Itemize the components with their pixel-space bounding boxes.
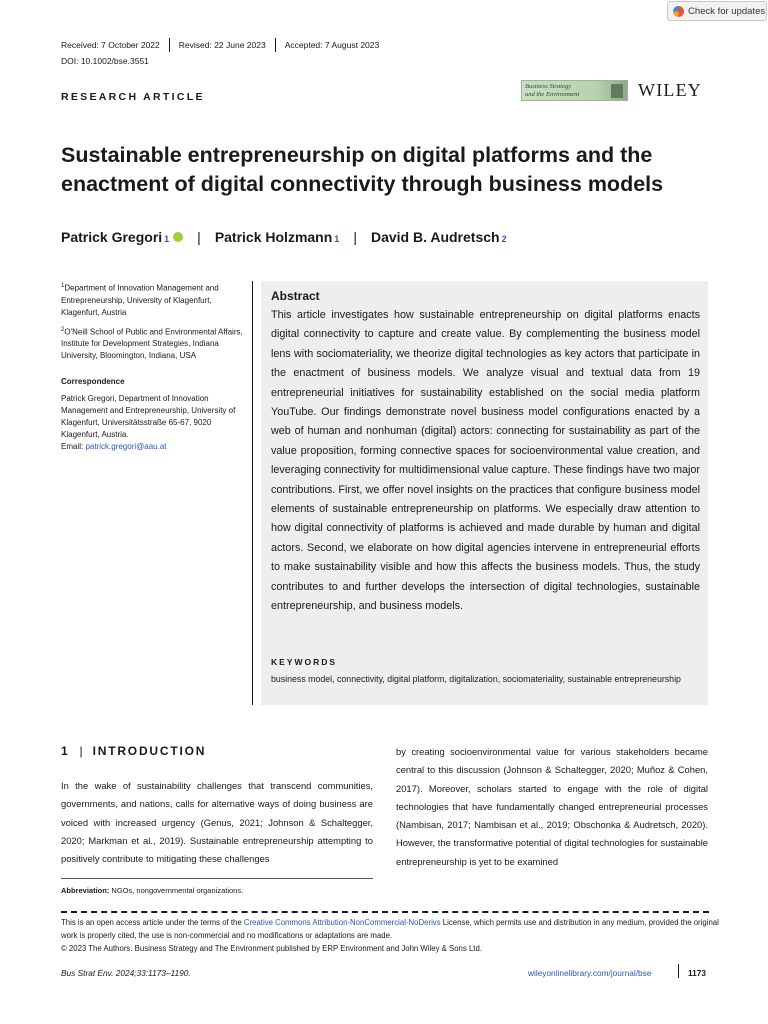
license-link[interactable]: Creative Commons Attribution-NonCommercial-NoDerivs	[243, 918, 441, 927]
journal-logo-line1: Business Strategy	[525, 83, 572, 90]
author-name[interactable]: David B. Audretsch	[370, 229, 500, 245]
received-date: Received: 7 October 2022	[61, 40, 160, 50]
check-for-updates-label: Check for updates	[688, 5, 766, 17]
orcid-icon[interactable]	[173, 232, 183, 242]
abstract-heading: Abstract	[271, 289, 320, 303]
correspondence-heading: Correspondence	[61, 377, 125, 387]
date-separator	[169, 38, 170, 52]
copyright: © 2023 The Authors. Business Strategy and The Environment published by ERP Environment and John Wiley & Sons Ltd.	[61, 944, 482, 953]
keywords-heading: KEYWORDS	[271, 657, 338, 667]
section-label: RESEARCH ARTICLE	[61, 91, 205, 103]
article-title: Sustainable entrepreneurship on digital platforms and the enactment of digital connectivity through business models	[61, 143, 664, 196]
doi: DOI: 10.1002/bse.3551	[61, 56, 149, 66]
footnote-rule	[61, 878, 373, 879]
publisher-logo: WILEY	[638, 80, 702, 100]
author-affiliation-mark: 2	[501, 234, 507, 244]
journal-logo-emblem	[611, 84, 623, 98]
footnote: Abbreviation: NGOs, nongovernmental organizations.	[61, 886, 244, 895]
crossmark-icon	[673, 6, 684, 17]
introduction-text-col2: by creating socioenvironmental value for various stakeholders became central to this discussion (Johnson & Schaltegger, 2020; Muñoz & Cohen, 2017). Moreover, scholars started to engage with the role of digital technologies that have fundamentally changed entrepreneurial processes (Nambisan, 2017; Nambisan et al., 2019; Obschonka & Audretsch, 2020). However, the transformative potential of digital technologies for sustainable entrepreneurship is yet to be examined	[396, 746, 708, 867]
revised-date: Revised: 22 June 2023	[178, 40, 266, 50]
introduction-text-col1: In the wake of sustainability challenges that transcend communities, governments, and nations, calls for alternative ways of doing business are voiced with increased urgency (Genus, 2021; Johnson & Schaltegger, 2020; Markman et al., 2019). Sustainable entrepreneurship attempting to positively contribute to mitigating these challenges	[61, 780, 373, 865]
license-text: This is an open access article under the terms of the Creative Commons Attribution-NonCommercial-NoDerivs License, which permits use and distribution in any medium, provided the original work is properly cited, the use is non-commercial and no modifications or adaptations are made. © 2023 The Authors. Business Strategy and The Environment published by ERP Environment and John Wiley & Sons Ltd.	[61, 918, 719, 953]
license-rule	[61, 911, 709, 913]
journal-url-link[interactable]: wileyonlinelibrary.com/journal/bse	[528, 968, 652, 978]
email-label: Email:	[61, 442, 86, 452]
author-affiliation-mark: 1	[164, 234, 170, 244]
article-dates	[61, 38, 379, 52]
journal-citation: Bus Strat Env. 2024;33:1173–1190.	[61, 968, 191, 978]
page-number: 1173	[688, 968, 706, 978]
affiliation: $^2$O'Neill School of Public and Environmental Affairs, Institute for Development Strategies, Indiana University, Bloomington, Indiana, USA	[61, 326, 243, 361]
introduction-heading: 1 | INTRODUCTION	[61, 744, 207, 758]
column-divider	[252, 281, 253, 705]
author-name[interactable]: Patrick Gregori	[61, 229, 163, 245]
author-name[interactable]: Patrick Holzmann	[214, 229, 333, 245]
keywords-text: business model, connectivity, digital platform, digitalization, sociomateriality, sustainable entrepreneurship	[271, 674, 681, 684]
date-separator	[275, 38, 276, 52]
footer-separator	[678, 964, 679, 978]
abstract-text: This article investigates how sustainable entrepreneurship on digital platforms enacts digital connectivity to capture and create value. By complementing the business model lens with sociomateriality, we theorize digital technologies as key actors that participate in the enactment of business models. We analyze visual and textual data from 19 entrepreneurial initiatives for sustainability established on the social media platform YouTube. Our findings demonstrate novel business model configurations enacted by a web of human and nonhuman (digital) actors: connecting for sustainability as part of the value proposition, forming connective spaces for socioenvironmental value creation, and leveraging connectivity for multidimensional value capture. These findings have two major contributions. First, we offer novel insights on the practices that configure business model elements of sustainable entrepreneurship on platforms. We especially draw attention to how digital connectivity of platforms is achieved and made durable by human and digital actors. Second, we elaborate on how digital agencies intervene in entrepreneurial efforts to make sustainability visible and how this affects the business models. Thus, the study contributes to and further develops the intersection of digital technologies, sustainable entrepreneurship, and business models.	[271, 309, 700, 613]
affiliations-column	[61, 280, 246, 453]
journal-logo	[521, 80, 628, 101]
author-list	[61, 229, 507, 245]
affiliation: $^1$Department of Innovation Management and Entrepreneurship, University of Klagenfurt, Klagenfurt, Austria	[61, 283, 219, 317]
author-separator: |	[353, 229, 357, 245]
author-affiliation-mark: 1	[334, 234, 340, 244]
journal-logo-line2: and the Environment	[525, 90, 580, 98]
email-link[interactable]: patrick.gregori@aau.at	[85, 442, 167, 452]
accepted-date: Accepted: 7 August 2023	[284, 40, 380, 50]
author-separator: |	[197, 229, 201, 245]
check-for-updates-button[interactable]	[667, 1, 767, 21]
correspondence-text: Patrick Gregori, Department of Innovation Management and Entrepreneurship, University of Klagenfurt, Universitätsstraße 65-67, 9020 Klagenfurt, Austria. Email: patrick.gregori@aau.at	[61, 394, 236, 452]
